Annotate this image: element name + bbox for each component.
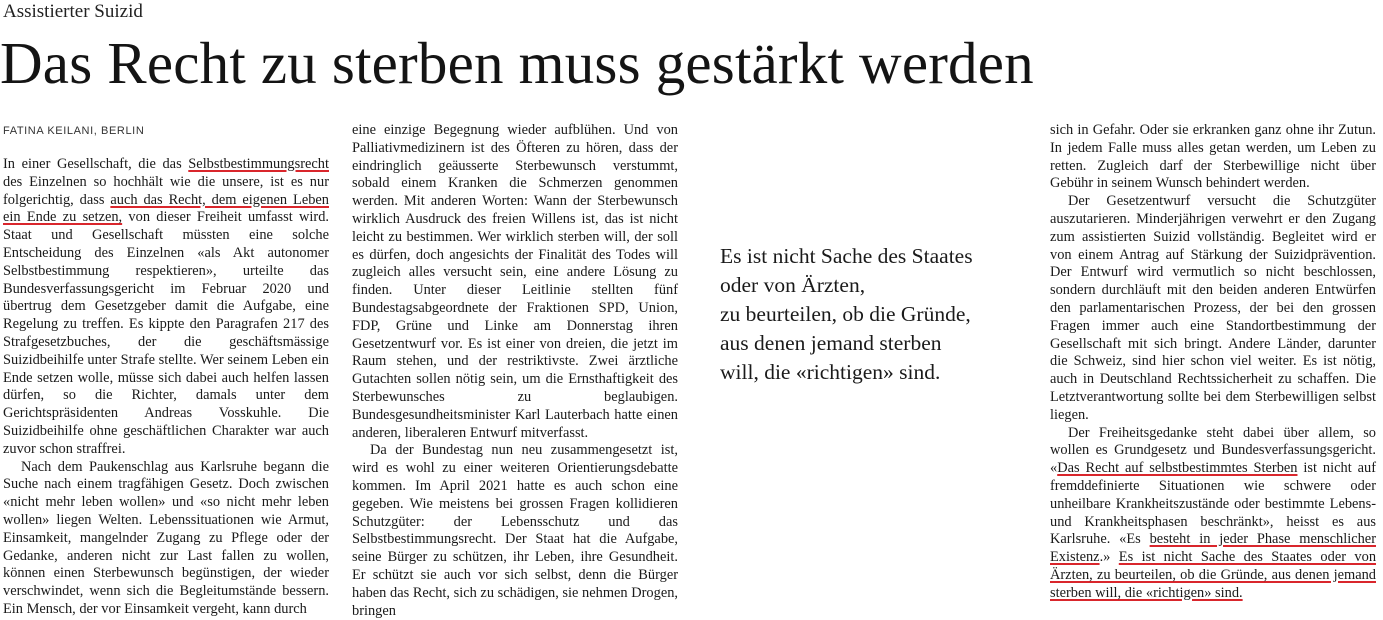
text-span: des Einzelnen so hochhält wie die unsere, ist es nur folgerichtig, dass bbox=[3, 173, 329, 208]
pull-quote-line: zu beurteilen, ob die Gründe, bbox=[720, 302, 971, 326]
text-column-1 bbox=[3, 156, 329, 619]
pull-quote bbox=[720, 242, 1030, 387]
pull-quote-line: aus denen jemand sterben bbox=[720, 331, 942, 355]
text-span: Der Freiheitsgedanke steht dabei über allem, so wollen es Grundgesetz und Bundesverfassungsgericht. « bbox=[1050, 424, 1376, 477]
article-kicker: Assistierter Suizid bbox=[3, 1, 143, 22]
highlighted-phrase-nicht-sache-des-staates: Es ist nicht Sache des Staates oder von Ärzten, zu beurteilen, ob die Gründe, aus denen jemand sterben will, die «richtigen» sind. bbox=[1050, 549, 1377, 601]
highlighted-phrase-jede-phase: besteht in jeder Phase menschlicher Existenz bbox=[1050, 531, 1376, 566]
text-column-4 bbox=[1050, 122, 1376, 603]
article-byline: FATINA KEILANI, BERLIN bbox=[3, 125, 145, 137]
text-span: In einer Gesellschaft, die das bbox=[3, 156, 189, 172]
column4-paragraph-2: Der Gesetzentwurf versucht die Schutzgüter auszutarieren. Minderjährigen verwehrt er den Zugang zum assistierten Suizid vollständig. Begleitet wird er von einem Antrag auf Stärkung der Suizidprävention. Der Entwurf wird vermutlich so nicht beschlossen, sondern durchläuft mit den beiden anderen Entwürfen den parlamentarischen Prozess, der bei den grossen Fragen immer auch eine Standortbestimmung der Gesellschaft mit sich bringt. Andere Länder, darunter die Schweiz, sind hier schon viel weiter. Es ist nötig, auch in Deutschland Rechtssicherheit zu schaffen. Die Letztverantwortung sollte bei dem Sterbewilligen selbst liegen. bbox=[1050, 193, 1376, 423]
column1-paragraph-1 bbox=[3, 156, 329, 459]
highlighted-phrase-recht-auf-lebensende: auch das Recht, dem eigenen Leben ein Ende zu setzen, bbox=[3, 191, 329, 226]
pull-quote-line: Es ist nicht Sache des Staates bbox=[720, 244, 973, 268]
highlighted-phrase-selbstbestimmungsrecht: Selbstbestimmungsrecht bbox=[188, 156, 329, 172]
column2-paragraph-1: eine einzige Begegnung wieder aufblühen. Und von Palliativmedizinern ist des Öfteren zu hören, dass der eindringlich geäusserte Sterbewunsch verstummt, sobald einem Kranken die Schmerzen genommen werden. Mit anderen Worten: Wann der Sterbewunsch wirklich Ausdruck des freien Willens ist, das ist nicht leicht zu bestimmen. Wer wirklich sterben will, der soll es dürfen, doch angesichts der Finalität des Todes will zugleich alles versucht sein, eine andere Lösung zu finden. Unter dieser Leitlinie stellten fünf Bundestagsabgeordnete der Fraktionen SPD, Union, FDP, Grüne und Linke am Donnerstag ihren Gesetzentwurf vor. Es ist einer von dreien, die jetzt im Raum stehen, und der restriktivste. Zwei ärztliche Gutachten sollen nötig sein, um die Ernsthaftigkeit des Sterbewunsches zu beglaubigen. Bundesgesundheitsminister Karl Lauterbach hatte einen anderen, liberaleren Entwurf mitverfasst. bbox=[352, 122, 678, 441]
article-headline: Das Recht zu sterben muss gestärkt werden bbox=[0, 30, 1034, 96]
text-span: von dieser Freiheit umfasst wird. Staat und Gesellschaft müssten eine solche Entscheidung des Einzelnen «als Akt autonomer Selbstbestimmung respektieren», urteilte das Bundesverfassungsgericht im Februar 2020 und übertrug dem Gesetzgeber damit die Aufgabe, eine Regelung zu treffen. Es kippte den Paragrafen 217 des Strafgesetzbuches, der die geschäftsmässige Suizidbeihilfe unter Strafe stellte. Wer seinem Leben ein Ende setzen wolle, müsse sich dabei auch helfen lassen dürfen, so die Richter, damals unter dem Gerichtspräsidenten Andreas Vosskuhle. Die Suizidbeihilfe ohne geschäftlichen Charakter war auch zuvor schon straffrei. bbox=[3, 209, 330, 457]
text-span: .» bbox=[1099, 549, 1119, 566]
column4-paragraph-3 bbox=[1050, 425, 1376, 603]
pull-quote-line: will, die «richtigen» sind. bbox=[720, 360, 941, 384]
column4-paragraph-1: sich in Gefahr. Oder sie erkranken ganz ohne ihr Zutun. In jedem Falle muss alles getan werden, um Leben zu retten. Zugleich darf der Sterbewillige nicht über Gebühr in seinem Wunsch behindert werden. bbox=[1050, 122, 1376, 192]
column2-paragraph-2: Da der Bundestag nun neu zusammengesetzt ist, wird es wohl zu einer weiteren Orientierungsdebatte kommen. Im April 2021 hatte es auch schon eine gegeben. Wie meistens bei grossen Fragen kollidieren Schutzgüter: der Lebensschutz und das Selbstbestimmungsrecht. Der Staat hat die Aufgabe, seine Bürger zu schützen, ihr Leben, ihre Gesundheit. Er schützt sie auch vor sich selbst, denn die Bürger haben das Recht, sich zu schädigen, sie nehmen Drogen, bringen bbox=[352, 442, 678, 619]
text-column-2 bbox=[352, 122, 678, 620]
column1-paragraph-2: Nach dem Paukenschlag aus Karlsruhe begann die Suche nach einem tragfähigen Gesetz. Doch zwischen «nicht mehr leben wollen» und «so nicht mehr leben wollen» liegen Welten. Lebenssituationen wie Armut, Einsamkeit, mangelnder Zugang zu Pflege oder der Gedanke, anderen nicht zur Last fallen zu wollen, können einen Sterbewunsch begünstigen, der wieder verschwindet, wenn sich die Begleitumstände bessern. Ein Mensch, der vor Einsamkeit vergeht, kann durch bbox=[3, 458, 329, 617]
text-span: ist nicht auf fremddefinierte Situationen wie schwere oder unheilbare Krankheitszustände oder bestimmte Lebens- und Krankheitsphasen beschränkt», heisst es aus Karlsruhe. «Es bbox=[1050, 460, 1376, 548]
highlighted-phrase-selbstbestimmtes-sterben: Das Recht auf selbstbestimmtes Sterben bbox=[1057, 460, 1298, 477]
pull-quote-line: oder von Ärzten, bbox=[720, 273, 866, 297]
